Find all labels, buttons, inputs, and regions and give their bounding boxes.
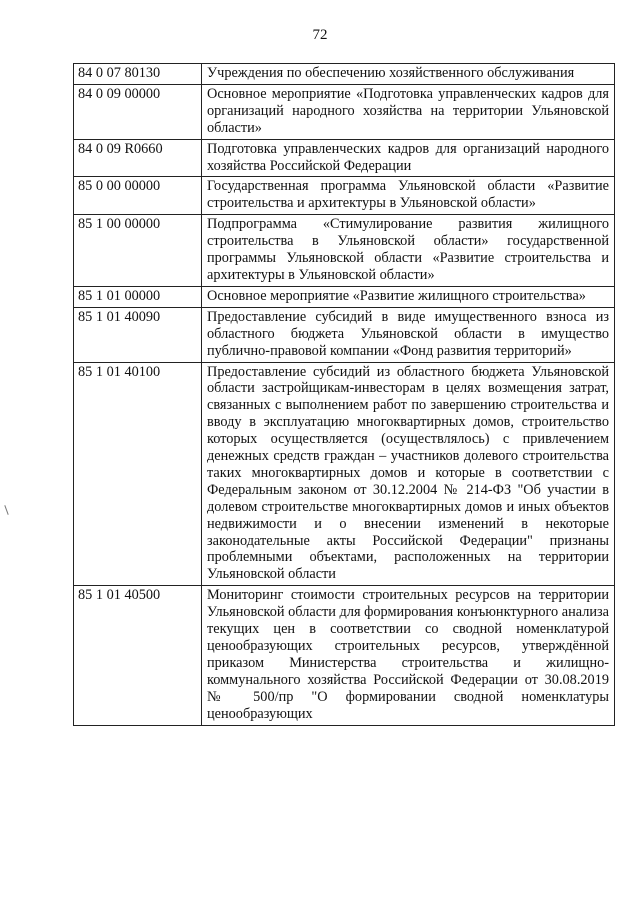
description-line: акты Российской Федерации" признаны проблемными (207, 532, 609, 566)
target-article-code: 85 1 00 00000 (74, 215, 202, 287)
description-line: народного хозяйства Российской Федерации (207, 140, 609, 174)
description-line: из областного бюджета Ульяновской области в (207, 308, 610, 342)
description-line: строительства таких многоквартирных домов и которые в (207, 448, 609, 481)
table-row (74, 307, 615, 362)
table-row (74, 215, 615, 287)
description-line: имущество публично-правовой компании «Фонд развития (207, 325, 610, 359)
target-article-code: 84 0 09 R0660 (74, 139, 202, 177)
description-line: многоквартирных домов, строительство которых (207, 414, 609, 448)
article-description (202, 286, 615, 307)
table-row (74, 586, 615, 725)
description-line: Основное мероприятие «Развитие жилищного (207, 287, 489, 304)
description-line: Предоставление субсидий в виде имущественного взноса (207, 308, 587, 325)
description-line: Учреждения по обеспечению хозяйственного (207, 65, 484, 81)
target-article-code: 84 0 09 00000 (74, 84, 202, 139)
description-line: завершению строительства и вводу в эксплуатацию (207, 397, 609, 431)
description-line: кадров для организаций народного хозяйства на (207, 85, 609, 119)
article-description (202, 64, 615, 85)
description-line: и о внесении изменений в некоторые законодательные (207, 515, 609, 549)
article-description (202, 215, 615, 287)
description-line: Мониторинг стоимости строительных ресурсов на (207, 587, 532, 604)
description-line: Основное мероприятие «Подготовка управленческих (207, 85, 537, 102)
description-line: объектами, расположенных на территории Ульяновской (207, 549, 609, 583)
description-line: ресурсов, утверждённой приказом Министерства (207, 638, 609, 671)
description-line: области (288, 566, 336, 583)
description-line: 214-ФЗ "Об участии в долевом строительстве (207, 481, 609, 515)
description-line: многоквартирных домов и иных объектов недвижимости (207, 498, 610, 532)
description-line: программы Ульяновской области (207, 250, 423, 267)
description-line: строительства в Ульяновской области» государственной (207, 233, 609, 250)
description-line: строительства» (492, 287, 586, 304)
target-article-code: 84 0 07 80130 (74, 64, 202, 85)
description-line: денежных средств граждан – участников долевого (207, 448, 519, 465)
description-line: территорий» (494, 342, 572, 359)
table-row (74, 139, 615, 177)
description-line: Государственная программа Ульяновской области (207, 178, 536, 195)
description-line: обслуживания (487, 65, 575, 81)
article-description (202, 307, 615, 362)
description-line: области» (480, 195, 536, 212)
table-row (74, 84, 615, 139)
description-line: возмещения затрат, связанных с выполнением работ по (207, 380, 609, 414)
description-line: строительства и жилищно-коммунального хозяйства (207, 654, 610, 688)
description-line: Предоставление субсидий из областного бюджета (207, 363, 525, 380)
description-line: Российской Федерации от 30.08.2019 № 500/пр "О (207, 671, 609, 705)
table-row (74, 362, 615, 586)
description-line: соответствии с Федеральным законом от 30.12.2004 № (207, 464, 610, 498)
table-row (74, 177, 615, 215)
target-article-code: 85 0 00 00000 (74, 177, 202, 215)
scan-artifact (4, 505, 8, 515)
target-article-code: 85 1 01 00000 (74, 286, 202, 307)
description-line: конъюнктурного анализа текущих цен в соответствии со (207, 604, 609, 638)
target-article-code: 85 1 01 40100 (74, 362, 202, 586)
description-line: сводной номенклатурой ценообразующих строительных (207, 621, 609, 654)
article-description (202, 362, 615, 586)
description-line: области» (379, 266, 435, 283)
article-description (202, 84, 615, 139)
budget-classification-table (73, 63, 615, 726)
description-line: «Развитие строительства и архитектуры в Ульяновской (207, 178, 610, 212)
description-line: Ульяновской области застройщикам-инвесторам в целях (207, 363, 609, 397)
description-line: Подпрограмма «Стимулирование развития жилищного (207, 216, 609, 233)
article-description (202, 177, 615, 215)
description-line: «Развитие строительства и архитектуры в Ульяновской (207, 250, 609, 283)
description-line: Подготовка управленческих кадров для организаций (207, 140, 540, 157)
article-description (202, 586, 615, 725)
target-article-code: 85 1 01 40500 (74, 586, 202, 725)
description-line: формировании сводной номенклатуры ценообразующих (207, 688, 610, 722)
description-line: территории Ульяновской области» (207, 102, 609, 136)
table-row (74, 286, 615, 307)
article-description (202, 139, 615, 177)
target-article-code: 85 1 01 40090 (74, 307, 202, 362)
description-line: осуществляется (осуществлялось) с привлечением (270, 431, 609, 448)
description-line: территории Ульяновской области для формирования (207, 587, 609, 621)
table-row (74, 64, 615, 85)
page-number: 72 (312, 27, 328, 43)
